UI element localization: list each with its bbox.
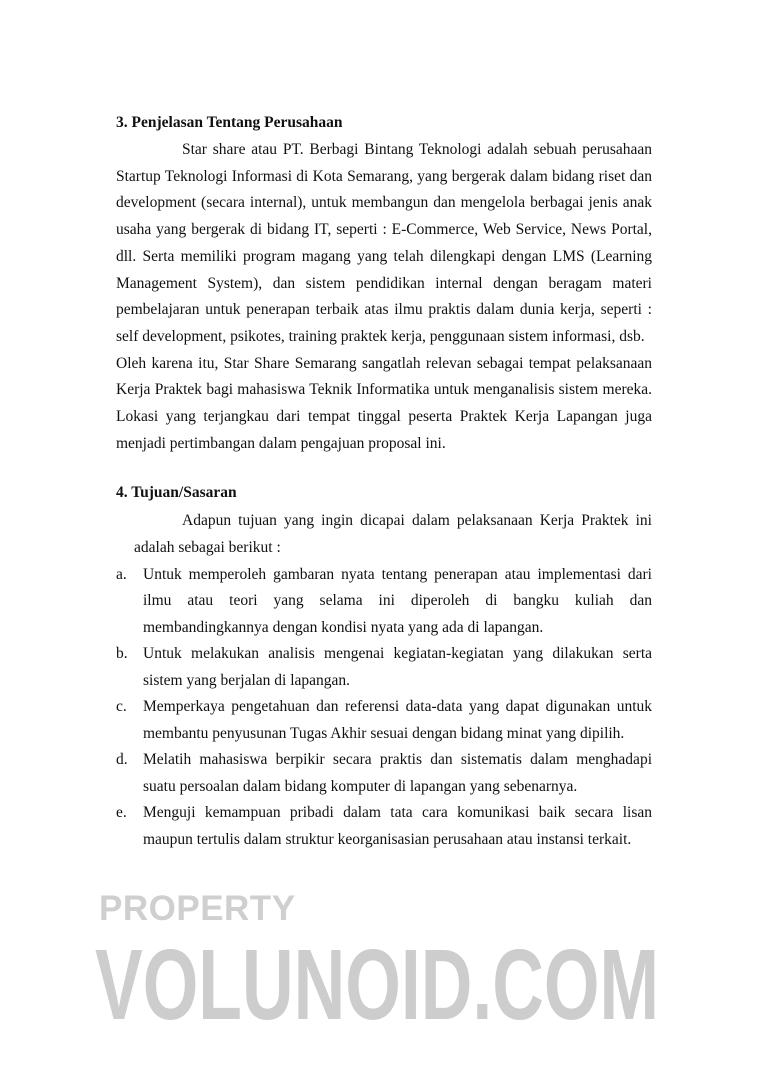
list-item-line: Melatih mahasiswa berpikir secara praktis dan sistematis dalam menghadapi [143, 751, 652, 768]
paragraph-line: Startup Teknologi Informasi di Kota Semarang, yang bergerak dalam bidang riset dan [116, 167, 652, 185]
watermark-property: PROPERTY [99, 889, 296, 928]
list-item-line: sistem yang berjalan di lapangan. [143, 671, 351, 689]
paragraph-line: pembelajaran untuk penerapan terbaik atas ilmu praktis dalam dunia kerja, seperti : [116, 301, 652, 319]
list-item-line: membandingkannya dengan kondisi nyata yang ada di lapangan. [143, 618, 544, 636]
paragraph-line: usaha yang bergerak di bidang IT, seperti : E-Commerce, Web Service, News Portal, [116, 221, 652, 239]
paragraph-line: adalah sebagai berikut : [134, 539, 281, 556]
paragraph-line: development (secara internal), untuk membangun dan mengelola berbagai jenis anak [116, 194, 652, 212]
section-4-heading: 4. Tujuan/Sasaran [116, 484, 237, 501]
paragraph-line: dll. Serta memiliki program magang yang telah dilengkapi dengan LMS (Learning [116, 247, 652, 265]
list-item-label: c. [116, 698, 127, 715]
list-item-line: Untuk memperoleh gambaran nyata tentang penerapan atau implementasi dari [143, 565, 652, 583]
paragraph-line: Star share atau PT. Berbagi Bintang Teknologi adalah sebuah perusahaan [182, 141, 652, 158]
list-item-label: a. [116, 565, 127, 583]
paragraph-line: self development, psikotes, training praktek kerja, penggunaan sistem informasi, dsb. [116, 327, 645, 345]
list-item-line: Memperkaya pengetahuan dan referensi data-data yang dapat digunakan untuk [143, 698, 652, 715]
paragraph-line: Oleh karena itu, Star Share Semarang sangatlah relevan sebagai tempat pelaksanaan [116, 354, 652, 372]
paragraph-line: Adapun tujuan yang ingin dicapai dalam pelaksanaan Kerja Praktek ini [182, 512, 652, 529]
list-item-label: e. [116, 804, 127, 821]
list-item-line: Untuk melakukan analisis mengenai kegiatan-kegiatan yang dilakukan serta [143, 645, 652, 662]
list-item-label: b. [116, 645, 128, 662]
section-3-heading: 3. Penjelasan Tentang Perusahaan [116, 114, 343, 131]
list-item-label: d. [116, 751, 128, 768]
list-item-line: membantu penyusunan Tugas Akhir sesuai dengan bidang minat yang dipilih. [143, 724, 625, 742]
list-item-line: suatu persoalan dalam bidang komputer di lapangan yang sebenarnya. [143, 777, 578, 795]
paragraph-line: Management System), dan sistem pendidikan internal dengan beragam materi [116, 274, 652, 292]
watermark-volunoid: VOLUNOID.COM [95, 929, 660, 1041]
list-item-line: Menguji kemampuan pribadi dalam tata cara komunikasi baik secara lisan [143, 804, 652, 821]
paragraph-line: Lokasi yang terjangkau dari tempat tinggal peserta Praktek Kerja Lapangan juga [116, 408, 652, 425]
list-item-line: maupun tertulis dalam struktur keorganisasian perusahaan atau instansi terkait. [143, 830, 632, 848]
paragraph-line: menjadi pertimbangan dalam pengajuan proposal ini. [116, 434, 446, 452]
paragraph-line: Kerja Praktek bagi mahasiswa Teknik Informatika untuk menganalisis sistem mereka. [116, 381, 652, 399]
list-item-line: ilmu atau teori yang selama ini diperoleh di bangku kuliah dan [143, 592, 652, 609]
